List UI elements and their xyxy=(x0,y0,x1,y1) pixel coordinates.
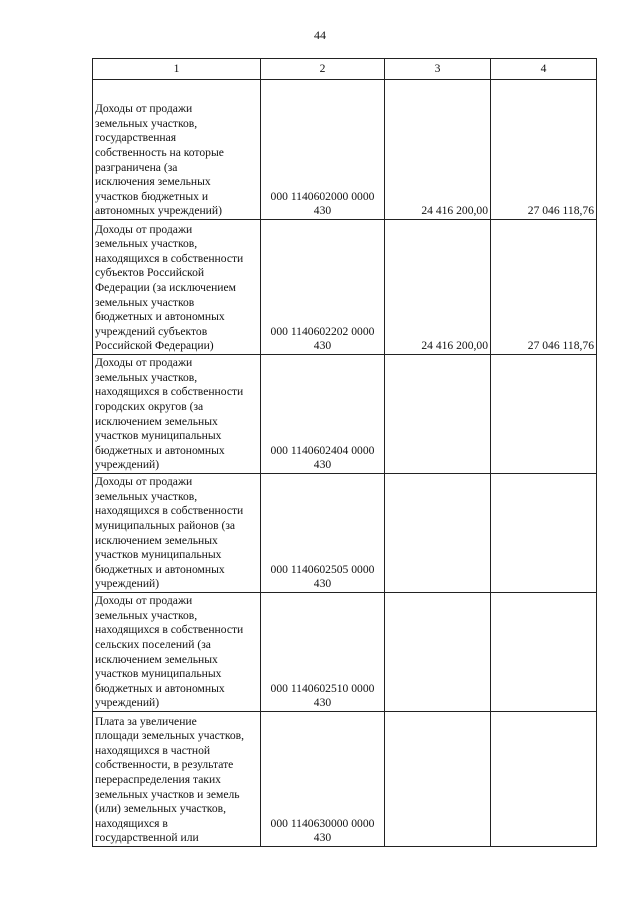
row-value-col3 xyxy=(385,355,491,474)
row-code: 000 1140602404 0000 430 xyxy=(270,443,375,472)
table-row xyxy=(93,220,597,355)
row-value-col4 xyxy=(491,712,597,847)
table-row xyxy=(93,593,597,712)
row-code: 000 1140630000 0000 430 xyxy=(270,816,375,845)
row-value-col4 xyxy=(491,474,597,593)
table-row xyxy=(93,712,597,847)
row-code: 000 1140602510 0000 430 xyxy=(270,681,375,710)
row-code: 000 1140602000 0000 430 xyxy=(270,189,375,218)
row-name: Доходы от продажи земельных участков, находящихся в собственности городских округов (за исключением земельных участков муниципальных бюджетных и автономных учреждений) xyxy=(95,356,244,472)
row-name: Плата за увеличение площади земельных участков, находящихся в частной собственности, в результате перераспределения таких земельных участков и земель (или) земельных участков, находящихся в государственной или xyxy=(95,714,245,845)
row-value-col3: 24 416 200,00 xyxy=(385,80,491,220)
row-value-col4 xyxy=(491,355,597,474)
row-code: 000 1140602202 0000 430 xyxy=(270,324,375,353)
header-cell-1: 1 xyxy=(93,59,261,80)
table-header-row xyxy=(93,59,597,80)
row-value-col3 xyxy=(385,474,491,593)
header-cell-4: 4 xyxy=(491,59,597,80)
row-value-col4 xyxy=(491,593,597,712)
table-row xyxy=(93,355,597,474)
table-row xyxy=(93,474,597,593)
revenue-table xyxy=(92,58,597,847)
row-value-col4: 27 046 118,76 xyxy=(491,80,597,220)
header-cell-3: 3 xyxy=(385,59,491,80)
row-value-col3: 24 416 200,00 xyxy=(385,220,491,355)
page-number: 44 xyxy=(314,28,326,42)
table-row xyxy=(93,80,597,220)
row-name: Доходы от продажи земельных участков, государственная собственность на которые разграничена (за исключения земельных участков бюджетных и автономных учреждений) xyxy=(95,102,224,218)
row-code: 000 1140602505 0000 430 xyxy=(270,562,375,591)
row-name: Доходы от продажи земельных участков, находящихся в собственности муниципальных районов (за исключением земельных участков муниципальных бюджетных и автономных учреждений) xyxy=(95,475,244,591)
row-name: Доходы от продажи земельных участков, находящихся в собственности сельских поселений (за исключением земельных участков муниципальных бюджетных и автономных учреждений) xyxy=(95,594,244,710)
row-value-col3 xyxy=(385,593,491,712)
row-name: Доходы от продажи земельных участков, находящихся в собственности субъектов Российской Федерации (за исключением земельных участков бюджетных и автономных учреждений субъектов Российской Федерации) xyxy=(95,222,244,353)
row-value-col3 xyxy=(385,712,491,847)
row-value-col4: 27 046 118,76 xyxy=(491,220,597,355)
header-cell-2: 2 xyxy=(261,59,385,80)
